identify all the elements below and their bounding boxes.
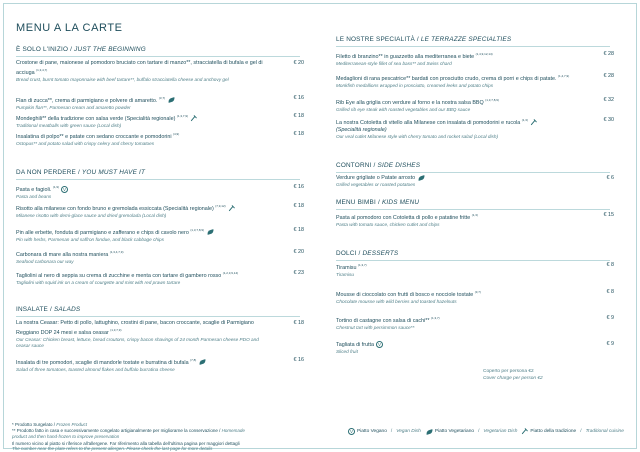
allergen-codes: (1,3,7,8,9) [190,228,204,232]
menu-item [336,262,614,278]
dish-name-text: Tiramisu [336,264,357,271]
section-title-it: INSALATE [16,306,49,313]
dish-price: € 18 [293,131,304,137]
section-divider [336,46,610,47]
dish-price: € 8 [606,289,614,295]
menu-item [16,131,304,147]
allergen-codes: (1,3) [521,118,528,122]
section-title-it: È SOLO L'INIZIO [16,46,69,53]
allergen-codes: (1,3,7) [357,263,367,267]
dish-name [16,357,304,367]
dish-price: € 18 [293,203,304,209]
frozen-label: * Prodotto Surgelato [12,422,53,427]
dish-name-text: Flan di zucca**, crema di parmigiano e polvere di amaretto. [16,97,158,104]
legend-traditional: Piatto della tradizione [530,429,577,434]
dish-price: € 16 [293,95,304,101]
dish-description: Chocolate mousse with wild berries and toasted hazelnuts [336,298,457,304]
section-title-it: LE NOSTRE SPECIALITÀ [336,36,415,43]
allergen-note-en: The number near the plate refers to the present allergen. Please check the last page for more details [12,446,213,451]
section-title-separator: / [376,199,382,206]
allergen-codes: (1,3) [471,213,478,217]
dish-name [336,262,614,272]
section-title-en: LE TERRAZZE SPECIALTIES [420,36,512,43]
dish-name-text: Insalatina di polpo** e patate con sedano croccante e pomodorini [16,133,172,140]
dish-name [336,341,614,349]
dish-name [336,212,614,222]
dish-name [16,184,304,194]
frozen-label-en: Frozen Product [56,422,88,427]
section-title [16,46,146,53]
dish-name-text: Crostone di pane, maionese al pomodoro bruciato con tartare di manzo**, stracciatella di bufala e gel di acciuga [16,60,263,76]
dish-name-text: Filetto di branzino** in guazzetto alla mediterranea e biete [336,53,475,60]
menu-item [16,203,304,219]
dish-description: Salad of three tomatoes, toasted almond flakes and buffalo burratina cheese [16,366,175,372]
allergen-codes: (1,3,7,8,9) [485,98,499,102]
traditional-dish-icon [190,115,197,122]
dish-name-text: Carbonara di mare alla nostra maniera [16,251,109,258]
section-title-en: DESSERTS [362,250,399,257]
dish-price: € 20 [293,249,304,255]
dish-name [336,73,614,83]
dish-price: € 15 [603,212,614,218]
dish-name [16,60,304,77]
footnote-frozen: * Prodotto Surgelato / Frozen Product [12,422,88,427]
menu-item [16,227,304,243]
section-title-separator: / [48,306,54,313]
dish-name [16,270,304,280]
dish-name [336,97,614,107]
section-title [16,306,80,313]
section-title-it: DA NON PERDERE [16,169,76,176]
dish-price: € 20 [293,60,304,66]
dish-description: Sliced fruit [336,348,358,354]
dish-subtitle-text: (Specialità regionale) [336,126,387,133]
dish-price: € 30 [603,117,614,123]
section-title-it: DOLCI [336,250,357,257]
dish-name [16,95,304,105]
allergen-codes: (1,3,7,9) [176,114,189,118]
dish-description: Grilled vegetables or roasted potatoes [336,182,416,187]
dish-description: Tagliolini with squid ink on a cream of courgette and mint with red prawn tartare [16,279,181,285]
vegan-icon: V [63,186,67,192]
allergen-codes: (7,8) [190,358,197,362]
dish-name-text: Tortino di castagne con salsa di cachi** [336,317,430,324]
dish-price: € 9 [606,315,614,321]
dish-price: € 18 [293,227,304,233]
dish-name-text: Insalata di tre pomodori, scaglie di mandorle tostate e burratina di bufala [16,359,189,366]
menu-item [336,289,614,305]
dish-description: Octopus** and potato salad with crispy celery and cherry tomatoes [16,140,155,146]
dish-name [16,113,304,123]
menu-item [16,320,304,349]
legend-vegan: Piatto Vegano [357,429,387,434]
section-title [336,36,511,43]
section-divider [16,179,300,180]
menu-item [16,95,304,111]
dish-description: Traditional meatballs with green sauce (Local dish) [16,122,122,128]
allergen-codes: (1,3,4,7) [36,68,48,72]
allergen-codes: (1,3,7,9) [110,328,122,332]
blast-label-en-2: product and then hand-frozen to improve preservation [12,434,120,439]
menu-item [16,270,304,286]
section-title [336,250,398,257]
dish-name [336,51,614,61]
dish-description: Our veal cutlet Milanese style with cherry tomato and rocket salad (Local dish) [336,133,499,139]
leaf-icon [425,429,433,435]
section-title-en: JUST THE BEGINNING [74,46,146,53]
dish-description: Pasta and beans [16,193,52,199]
dish-name [336,289,614,299]
section-title [336,199,419,206]
dish-description: Pumpkin flan**, Parmesan cream and amaretto powder [16,104,131,110]
allergen-codes: (3,7) [158,96,166,100]
dish-name [16,249,304,259]
dish-price: € 16 [293,357,304,363]
dish-description: Monkfish medallions wrapped in prosciutto, creamed leeks and potato chips [336,82,494,88]
dish-description: Tiramisu [336,271,354,277]
legend-traditional-en: Traditional cuisine [585,429,624,434]
dish-name-text: Rib Eye alla griglia con verdure al forno e la nostra salsa BBQ [336,99,484,106]
section-title-it: MENU BIMBI [336,199,376,206]
section-divider [336,172,610,173]
allergen-codes: (3,7) [474,290,481,294]
section-title [16,169,145,176]
blast-label-en-1: Homemade [221,428,245,433]
allergen-codes: (1,9) [52,185,60,189]
dish-name-text: Pasta e fagioli. [16,186,52,193]
dish-price: € 32 [603,97,614,103]
dish-name [336,117,614,127]
dish-description: Mediterranean-style fillet of sea bass** and Swiss chard [336,60,452,66]
dish-name-text: Verdure grigliate o Patate arrosto [336,175,416,181]
section-title-separator: / [414,36,421,43]
dish-price: € 23 [293,270,304,276]
leaf-icon [168,98,176,104]
leaf-icon [199,360,207,366]
dish-description: Chestnut tart with persimmon sauce** [336,324,415,330]
dish-name-text: Pasta al pomodoro con Cotoletta di pollo e patatine fritte [336,214,471,221]
allergen-note-it: Il numero vicino al piatto si riferisce all'allergene. Far riferimento alla tabella dell'ultima pagina per maggiori dettagli [12,441,240,446]
dish-price: € 8 [606,262,614,268]
section-title-separator: / [356,250,363,257]
dish-description: Pasta with tomato sauce, chicken cutlet and chips [336,221,440,227]
dish-name [336,175,614,182]
section-divider [16,56,300,57]
dish-description: Bread crust, burnt tomato mayonnaise with beef tartare**, buffalo stracciatella cheese and anchovy gel [16,76,229,82]
menu-item [16,357,304,373]
dish-name-text: Risotto alla milanese con fondo bruno e gremolada essiccata (Specialità regionale) [16,205,214,212]
dish-name [16,320,304,337]
dish-name-text: La nostra Ceasar: Petto di pollo, lattughino, crostini di pane, bacon croccante, scaglie di Parmigiano Reggiano DOP 24 mesi e salsa ceasar [16,320,254,336]
blast-label: ** Prodotto fatto in casa e successivamente congelato artigianalmente per migliorarne la conservazione [12,428,218,433]
dish-name-text: Tagliolini al nero di seppia su crema di zucchine e menta con tartare di gambero rosso [16,272,222,279]
menu-item [336,51,614,67]
section-title-en: SALADS [53,306,81,313]
section-divider [336,260,610,261]
menu-item [336,315,614,331]
allergen-codes: (4,9) [173,132,180,136]
dish-name [16,203,304,213]
section-title [336,162,420,169]
allergen-codes: (1,4,9,12,14) [475,52,493,56]
leaf-icon [207,230,215,236]
allergen-codes: (1,4,7,9) [558,74,570,78]
section-divider [336,209,610,210]
dish-price: € 18 [293,113,304,119]
section-title-en: SIDE DISHES [377,162,421,169]
dish-name-text: Medaglioni di rana pescatrice** bardati con prosciutto crudo, crema di porri e chips di patate. [336,75,557,82]
section-title-separator: / [371,162,378,169]
dish-description: Seafood carbonara our way [16,258,74,264]
menu-item [336,73,614,89]
footnote-blast-2 [12,434,119,440]
menu-item [16,113,304,129]
dish-name [336,315,614,325]
dish-price: € 16 [293,184,304,190]
menu-item [16,249,304,265]
section-title-en: YOU MUST HAVE IT [81,169,146,176]
leaf-icon [418,175,426,181]
dish-description: Milanese risotto with demi-glace sauce and dried gremolada (Local dish) [16,212,167,218]
dish-description: Our Ceasar: Chicken breast, lettuce, bread croutons, crispy bacon shavings of 24 month Parmesan cheese PDO and ceasar sauce [16,336,259,348]
dish-name [16,131,304,141]
traditional-dish-icon [530,119,537,126]
legend-vegan-en: Vegan Dish [396,429,421,434]
vegan-icon: V [349,429,353,434]
legend-vegetarian-en: Vegetarian Dish [483,429,518,434]
dish-name-text: Mousse di cioccolato con frutti di bosco e nocciole tostate [336,291,474,298]
cover-charge [483,369,543,382]
footnote-allergen-en [12,446,212,451]
dish-description: Grilled rib eye steak with roasted vegetables and our BBQ sauce [336,106,471,112]
allergen-codes: (1,3,7) [431,316,440,320]
page-title: MENU A LA CARTE [16,22,123,34]
cover-charge-en: Cover charge per person €2 [483,375,543,381]
dish-name-text: Mondeghili** della tradizione con salsa verde (Specialità regionale) [16,115,176,122]
vegan-icon: V [378,342,382,347]
section-title-separator: / [75,169,82,176]
dish-name-text: Tagliata di frutta [336,341,375,348]
dish-description: Pin with herbs, Parmesan and saffron fondue, and black cabbage chips [16,236,165,242]
menu-item [336,117,614,140]
dish-name-text: La nostra Cotoletta di vitello alla Milanese con insalata di pomodorini e rucola [336,119,521,126]
traditional-dish-icon [521,428,528,435]
footnote-blast: ** Prodotto fatto in casa e successivamente congelato artigianalmente per migliorarne la conservazione / Homemade [12,428,245,433]
dish-price: € 18 [293,320,304,326]
section-title-separator: / [68,46,75,53]
dish-price: € 9 [606,341,614,347]
dish-price: € 6 [606,175,614,181]
dish-name-text: Pin alle erbette, fonduta di parmigiano e zafferano e chips di cavolo nero [16,229,189,236]
section-title-en: KIDS MENU [381,199,420,206]
dish-price: € 28 [603,51,614,57]
menu-item [336,97,614,113]
allergen-codes: (1,2,3,9,14) [222,271,239,275]
allergen-codes: (7,9,12) [215,204,226,208]
menu-item [336,341,614,355]
menu-item [336,212,614,228]
menu-item [336,175,614,188]
section-divider [16,316,300,317]
dish-name [16,227,304,237]
dish-subtitle [336,127,614,134]
menu-item [16,184,304,200]
menu-item [16,60,304,83]
cover-charge-it: Coperto per persona €2 [483,369,534,374]
dish-price: € 28 [603,73,614,79]
traditional-dish-icon [228,205,235,212]
section-title-it: CONTORNI [336,162,372,169]
legend-vegetarian: Piatto Vegetariano [434,429,475,434]
dish-legend: V Piatto Vegano / Vegan Dish Piatto Vegetariano / Vegetarian Dish Piatto della tradizione / Traditional cuisine [349,429,624,434]
allergen-codes: (1,3,4,7,9) [109,250,124,254]
